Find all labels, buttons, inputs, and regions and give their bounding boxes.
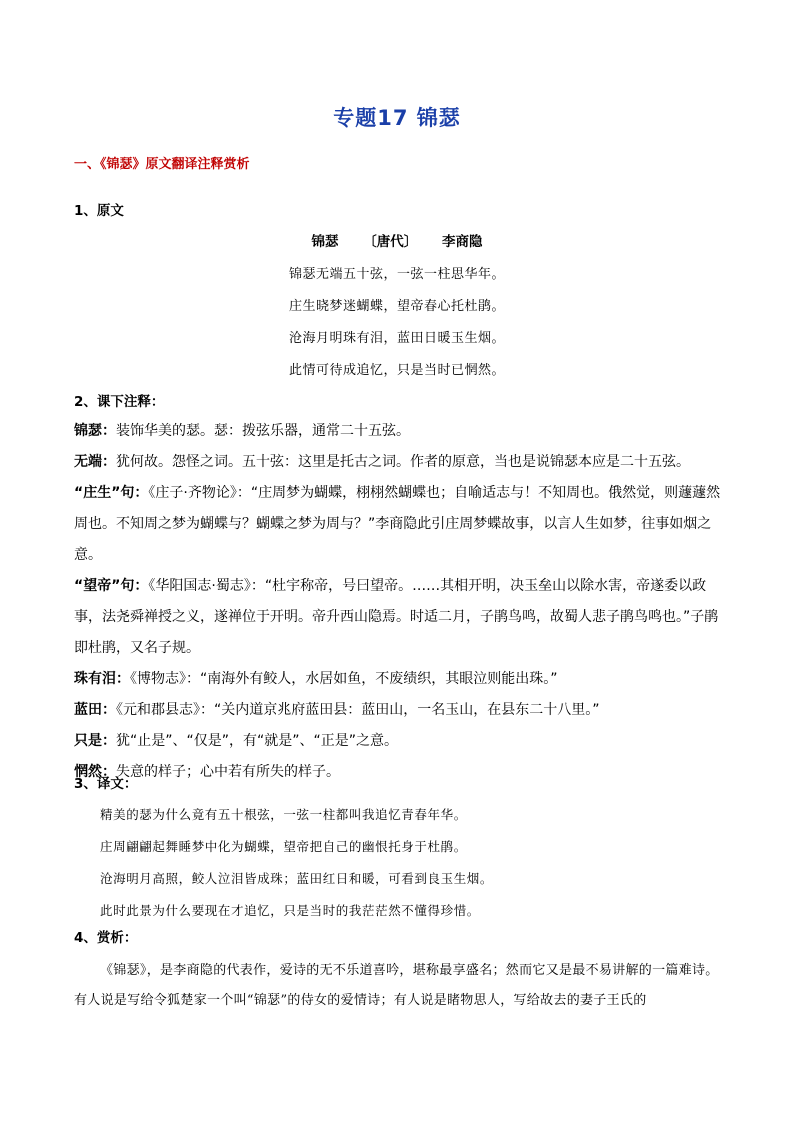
poem-line: 庄生晓梦迷蝴蝶，望帝春心托杜鹃。: [288, 299, 505, 314]
note-text: 装饰华美的瑟。瑟：拨弦乐器，通常二十五弦。: [116, 423, 410, 439]
appreciation-paragraph: 《锦瑟》，是李商隐的代表作，爱诗的无不乐道喜吟，堪称最享盛名；然而它又是最不易讲解的一篇难诗。有人说是写给令狐楚家一个叫“锦瑟”的侍女的爱情诗；有人说是睹物思人，写给故去的妻子王氏的: [74, 963, 719, 1008]
translation-line: 精美的瑟为什么竟有五十根弦，一弦一柱都叫我追忆青春年华。: [100, 807, 467, 822]
poem-dynasty: 〔唐代〕: [363, 234, 418, 250]
note-term: 惘然：: [74, 764, 116, 780]
note-text: 犹“止是”、“仅是”，有“就是”、“正是”之意。: [116, 733, 399, 749]
heading-translation: 3、译文：: [74, 776, 138, 792]
note-text: 《元和郡县志》：“关内道京兆府蓝田县：蓝田山，一名玉山，在县东二十八里。”: [116, 702, 600, 718]
note-term: 只是：: [74, 733, 116, 749]
note-term: 锦瑟：: [74, 423, 116, 439]
note-item: [74, 571, 724, 664]
note-term: “庄生”句：: [74, 485, 149, 501]
note-text: 犹何故。怨怪之词。五十弦：这里是托古之词。作者的原意，当也是说锦瑟本应是二十五弦。: [116, 454, 690, 470]
note-item: [74, 416, 724, 447]
poem-header: [0, 230, 794, 250]
note-text: 《庄子·齐物论》：“庄周梦为蝴蝶，栩栩然蝴蝶也；自喻适志与！不知周也。俄然觉，则蘧蘧然周也。不知周之梦为蝴蝶与？蝴蝶之梦为周与？”李商隐此引庄周梦蝶故事，以言人生如梦，往事如烟之意。: [74, 485, 721, 563]
note-item: [74, 664, 724, 695]
poem-line: 此情可待成追忆，只是当时已惘然。: [288, 363, 505, 378]
notes-block: [74, 416, 724, 788]
translation-line: 此时此景为什么要现在才追忆，只是当时的我茫茫然不懂得珍惜。: [100, 903, 480, 918]
note-term: 珠有泪：: [74, 671, 130, 687]
heading-notes: 2、课下注释：: [74, 394, 165, 410]
note-item: [74, 478, 724, 571]
note-text: 《华阳国志·蜀志》：“杜宇称帝，号曰望帝。……其相开明，决玉垒山以除水害，帝遂委以政事，法尧舜禅授之义，遂禅位于开明。帝升西山隐焉。时适二月，子鹃鸟鸣，故蜀人悲子鹃鸟鸣也。”子鹃即杜鹃，又名子规。: [74, 578, 719, 656]
heading-appreciation: 4、赏析：: [74, 930, 138, 946]
poem-line: 锦瑟无端五十弦，一弦一柱思华年。: [288, 267, 505, 282]
poem-title: 锦瑟: [311, 234, 339, 250]
translation-line: 庄周翩翩起舞睡梦中化为蝴蝶，望帝把自己的幽恨托身于杜鹃。: [100, 839, 467, 854]
page-title: 专题17 锦瑟: [333, 106, 461, 130]
heading-original-text: 1、原文: [74, 203, 124, 219]
section-heading: 一、《锦瑟》原文翻译注释赏析: [74, 157, 250, 172]
note-item: [74, 726, 724, 757]
note-item: [74, 447, 724, 478]
note-term: 蓝田：: [74, 702, 116, 718]
poem-line: 沧海月明珠有泪，蓝田日暖玉生烟。: [288, 331, 505, 346]
note-item: [74, 757, 724, 788]
note-text: 《博物志》：“南海外有鲛人，水居如鱼，不废绩织，其眼泣则能出珠。”: [130, 671, 558, 687]
note-term: 无端：: [74, 454, 116, 470]
poem-author: 李商隐: [441, 234, 483, 250]
note-item: [74, 695, 724, 726]
note-term: “望帝”句：: [74, 578, 149, 594]
note-text: 失意的样子；心中若有所失的样子。: [116, 764, 340, 780]
translation-line: 沧海明月高照，鲛人泣泪皆成珠；蓝田红日和暖，可看到良玉生烟。: [100, 871, 494, 886]
